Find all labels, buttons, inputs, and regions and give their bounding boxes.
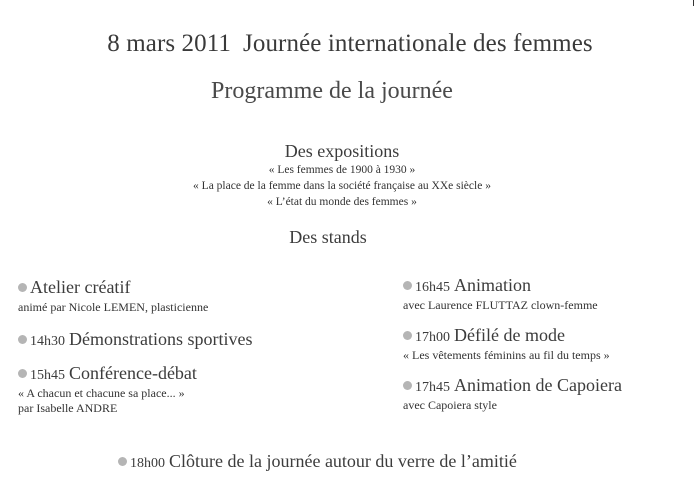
corner-mark (693, 0, 694, 6)
exposition-item: « L’état du monde des femmes » (267, 196, 417, 208)
item-time: 16h45 (415, 280, 450, 295)
program-item-atelier (18, 277, 208, 315)
program-item-conference (18, 363, 197, 416)
stands-heading: Des stands (289, 227, 367, 247)
item-time: 14h30 (30, 334, 65, 349)
event-date: 8 mars 2011 (107, 30, 232, 57)
program-item-closing (118, 451, 517, 472)
program-item-demonstrations (18, 329, 252, 350)
bullet-icon (18, 369, 27, 378)
item-title: Animation de Capoiera (454, 375, 622, 395)
page-title (0, 30, 700, 58)
exposition-item: « La place de la femme dans la société française au XXe siècle » (193, 180, 491, 192)
bullet-icon (403, 281, 412, 290)
item-detail: avec Laurence FLUTTAZ clown-femme (403, 298, 598, 313)
item-time: 17h00 (415, 330, 450, 345)
item-title: Animation (454, 275, 531, 295)
bullet-icon (403, 331, 412, 340)
bullet-icon (403, 381, 412, 390)
item-detail: par Isabelle ANDRE (18, 401, 118, 416)
page-subtitle: Programme de la journée (211, 78, 453, 104)
item-title: Défilé de mode (454, 325, 565, 345)
item-detail: « Les vêtements féminins au fil du temps » (403, 348, 610, 363)
bullet-icon (18, 335, 27, 344)
expositions-heading: Des expositions (284, 141, 400, 161)
item-title: Atelier créatif (30, 277, 131, 297)
bullet-icon (18, 283, 27, 292)
bullet-icon (118, 457, 127, 466)
exposition-item: « Les femmes de 1900 à 1930 » (268, 164, 416, 176)
program-item-animation (403, 275, 598, 313)
item-time: 17h45 (415, 380, 450, 395)
item-time: 18h00 (130, 456, 165, 471)
item-detail: animé par Nicole LEMEN, plasticienne (18, 300, 209, 315)
item-title: Démonstrations sportives (69, 329, 253, 349)
event-title: Journée internationale des femmes (243, 30, 593, 57)
item-detail: « A chacun et chacune sa place... » (18, 386, 185, 401)
item-detail: avec Capoiera style (403, 398, 497, 413)
item-title: Clôture de la journée autour du verre de l’amitié (169, 451, 517, 471)
program-item-capoiera (403, 375, 622, 413)
item-time: 15h45 (30, 368, 65, 383)
program-item-defile (403, 325, 610, 363)
item-title: Conférence-débat (69, 363, 197, 383)
